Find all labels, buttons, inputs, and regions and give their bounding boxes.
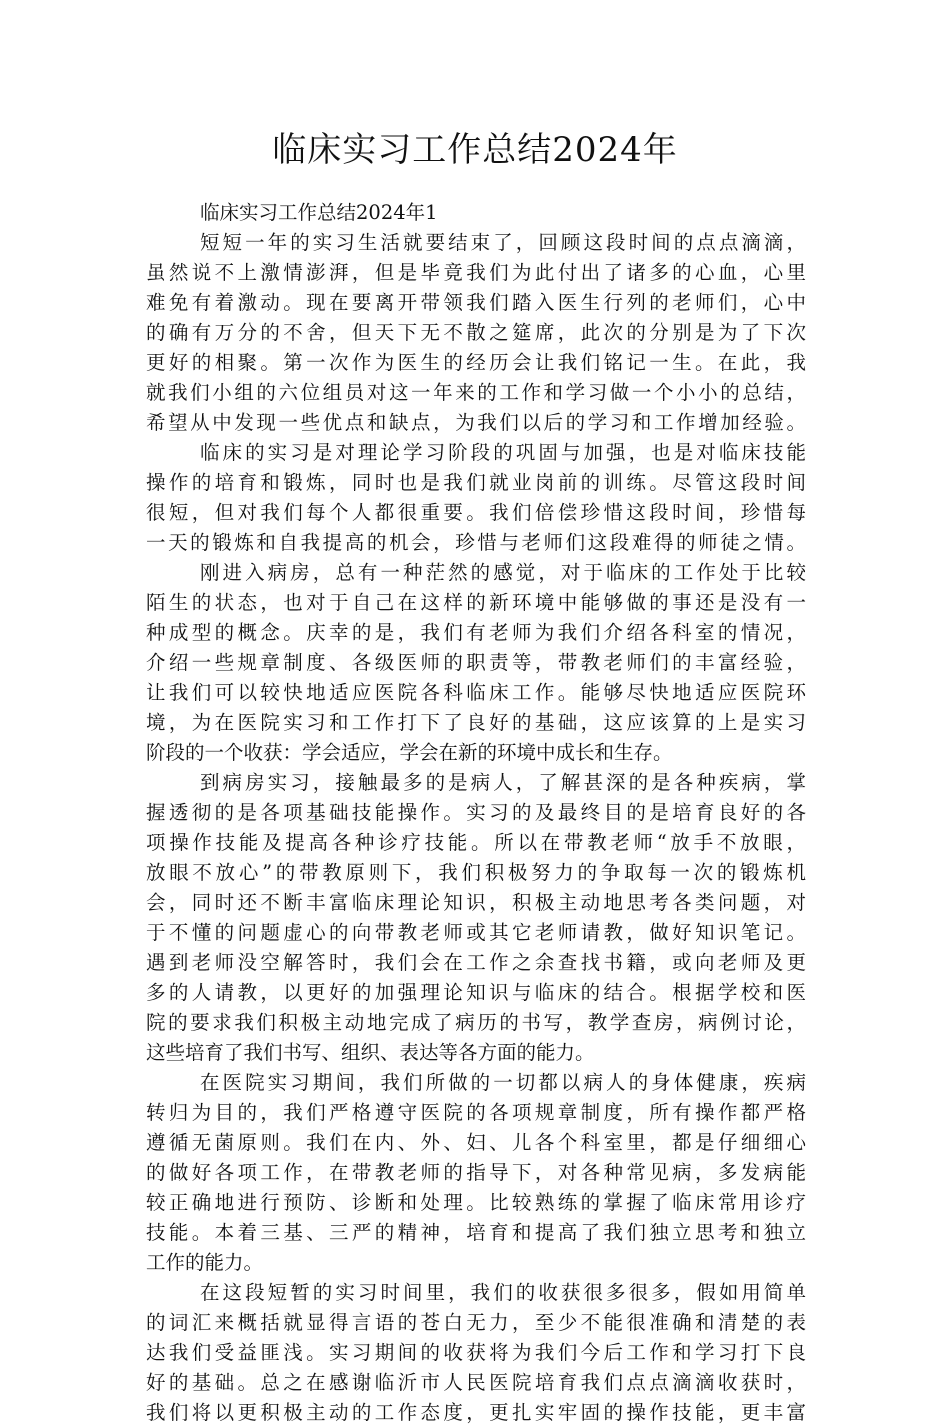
paragraph-line: 在这段短暂的实习时间里，我们的收获很多很多，假如用简单 [200, 1281, 806, 1304]
paragraph-line: 的确有万分的不舍，但天下无不散之筵席，此次的分别是为了下次 [146, 321, 806, 344]
paragraph-line: 达我们受益匪浅。实习期间的收获将为我们今后工作和学习打下良 [146, 1341, 806, 1364]
paragraph-line: 的词汇来概括就显得言语的苍白无力，至少不能很准确和清楚的表 [146, 1311, 806, 1334]
paragraph-line: 项操作技能及提高各种诊疗技能。所以在带教老师“放手不放眼， [146, 831, 806, 854]
paragraph-line: 这些培育了我们书写、组织、表达等各方面的能力。 [146, 1041, 595, 1064]
paragraph-line: 种成型的概念。庆幸的是，我们有老师为我们介绍各科室的情况， [146, 621, 806, 644]
paragraph-line: 遵循无菌原则。我们在内、外、妇、儿各个科室里，都是仔细细心 [146, 1131, 806, 1154]
paragraph-line: 的做好各项工作，在带教老师的指导下，对各种常见病，多发病能 [146, 1161, 806, 1184]
paragraph-line: 于不懂的问题虚心的向带教老师或其它老师请教，做好知识笔记。 [146, 921, 806, 944]
paragraph-line: 会，同时还不断丰富临床理论知识，积极主动地思考各类问题，对 [146, 891, 806, 914]
paragraph-line: 一天的锻炼和自我提高的机会，珍惜与老师们这段难得的师徒之情。 [146, 531, 806, 554]
paragraph-line: 就我们小组的六位组员对这一年来的工作和学习做一个小小的总结， [146, 381, 806, 404]
paragraph-line: 介绍一些规章制度、各级医师的职责等，带教老师们的丰富经验， [146, 651, 806, 674]
paragraph-line: 操作的培育和锻炼，同时也是我们就业岗前的训练。尽管这段时间 [146, 471, 806, 494]
document-body [146, 198, 806, 1428]
paragraph-4 [146, 768, 806, 1068]
document-title: 临床实习工作总结2024年 [272, 130, 678, 170]
paragraph-line: 希望从中发现一些优点和缺点，为我们以后的学习和工作增加经验。 [146, 411, 806, 434]
paragraph-line: 阶段的一个收获：学会适应，学会在新的环境中成长和生存。 [146, 741, 673, 764]
paragraph-line: 更好的相聚。第一次作为医生的经历会让我们铭记一生。在此，我 [146, 351, 806, 374]
paragraph-line: 我们将以更积极主动的工作态度，更扎实牢固的操作技能，更丰富 [146, 1401, 806, 1424]
paragraph-line: 境，为在医院实习和工作打下了良好的基础，这应该算的上是实习 [146, 711, 806, 734]
paragraph-line: 院的要求我们积极主动地完成了病历的书写，教学查房，病例讨论， [146, 1011, 806, 1034]
paragraph-line: 很短，但对我们每个人都很重要。我们倍偿珍惜这段时间，珍惜每 [146, 501, 806, 524]
paragraph-line: 短短一年的实习生活就要结束了，回顾这段时间的点点滴滴， [200, 231, 806, 254]
paragraph-line: 虽然说不上激情澎湃，但是毕竟我们为此付出了诸多的心血，心里 [146, 261, 806, 284]
paragraph-2 [146, 438, 806, 558]
document-subtitle: 临床实习工作总结2024年1 [200, 201, 438, 224]
paragraph-line: 陌生的状态，也对于自己在这样的新环境中能够做的事还是没有一 [146, 591, 806, 614]
paragraph-1 [146, 228, 806, 438]
paragraph-3 [146, 558, 806, 768]
paragraph-line: 技能。本着三基、三严的精神，培育和提高了我们独立思考和独立 [146, 1221, 806, 1244]
paragraph-line: 握透彻的是各项基础技能操作。实习的及最终目的是培育良好的各 [146, 801, 806, 824]
paragraph-line: 多的人请教，以更好的加强理论知识与临床的结合。根据学校和医 [146, 981, 806, 1004]
paragraph-line: 临床的实习是对理论学习阶段的巩固与加强，也是对临床技能 [200, 441, 806, 464]
paragraph-line: 让我们可以较快地适应医院各科临床工作。能够尽快地适应医院环 [146, 681, 806, 704]
paragraph-line: 遇到老师没空解答时，我们会在工作之余查找书籍，或向老师及更 [146, 951, 806, 974]
paragraph-line: 好的基础。总之在感谢临沂市人民医院培育我们点点滴滴收获时， [146, 1371, 806, 1394]
paragraph-line: 在医院实习期间，我们所做的一切都以病人的身体健康，疾病 [200, 1071, 806, 1094]
paragraph-6 [146, 1278, 806, 1428]
paragraph-line: 难免有着激动。现在要离开带领我们踏入医生行列的老师们，心中 [146, 291, 806, 314]
paragraph-line: 到病房实习，接触最多的是病人，了解甚深的是各种疾病，掌 [200, 771, 806, 794]
paragraph-line: 工作的能力。 [146, 1251, 264, 1274]
paragraph-line: 放眼不放心”的带教原则下，我们积极努力的争取每一次的锻炼机 [146, 861, 806, 884]
paragraph-line: 刚进入病房，总有一种茫然的感觉，对于临床的工作处于比较 [200, 561, 806, 584]
paragraph-line: 较正确地进行预防、诊断和处理。比较熟练的掌握了临床常用诊疗 [146, 1191, 806, 1214]
paragraph-5 [146, 1068, 806, 1278]
paragraph-line: 转归为目的，我们严格遵守医院的各项规章制度，所有操作都严格 [146, 1101, 806, 1124]
